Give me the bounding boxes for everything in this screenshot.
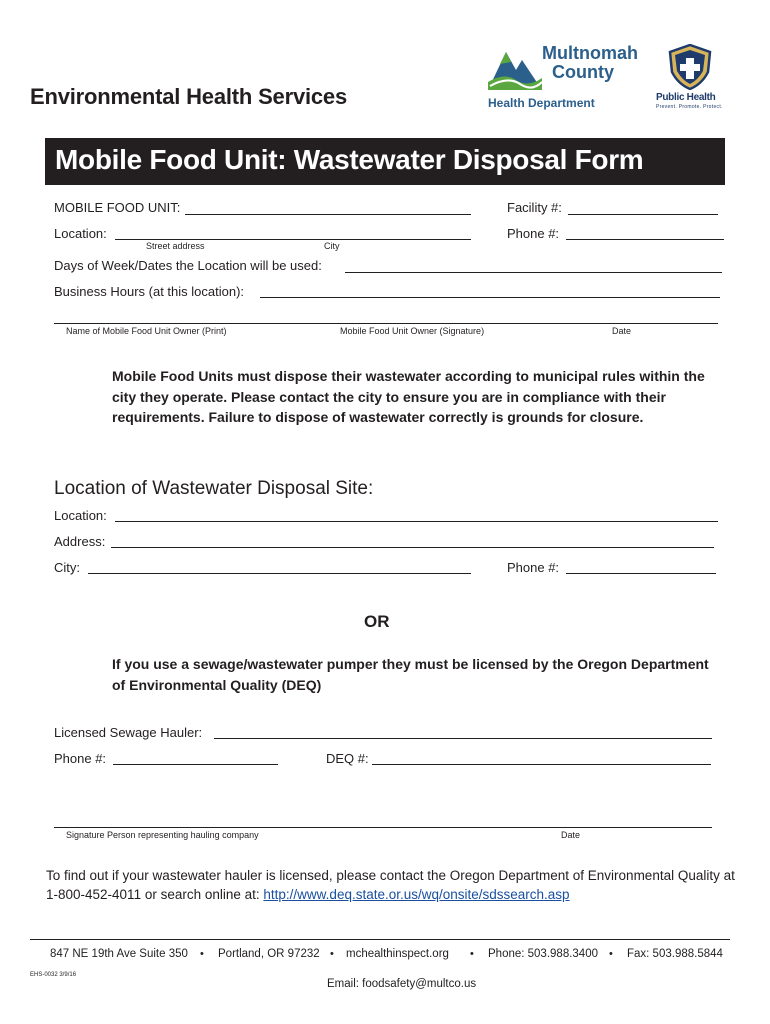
deq-search-link[interactable]: http://www.deq.state.or.us/wq/onsite/sdssearch.asp <box>263 887 570 902</box>
hauler-signature-caption: Signature Person representing hauling company <box>66 830 259 840</box>
location-field[interactable] <box>115 239 471 240</box>
info-text: To find out if your wastewater hauler is licensed, please contact the Oregon Department of Environmental Quality at 1-800-452-4011 or search online at: <box>46 868 735 902</box>
footer-bullet: • <box>200 948 204 960</box>
hauler-date-caption: Date <box>561 830 581 840</box>
compliance-notice: Mobile Food Units must dispose their wastewater according to municipal rules within the city they operate. Please contact the city to ensure you are in compliance with their requirements. Failure to dispose of wastewater correctly is grounds for closure. <box>112 368 705 425</box>
disposal-city-field[interactable] <box>88 573 471 574</box>
hauler-phone-field[interactable] <box>113 764 278 765</box>
business-hours-field[interactable] <box>260 297 720 298</box>
deq-number-label: DEQ #: <box>326 751 369 766</box>
disposal-phone-label: Phone #: <box>507 560 560 575</box>
disposal-location-field[interactable] <box>115 521 718 522</box>
location-label: Location: <box>54 226 107 241</box>
footer-divider <box>30 939 730 940</box>
owner-signature-line[interactable] <box>54 323 718 324</box>
footer-bullet: • <box>330 948 334 960</box>
footer-address: 847 NE 19th Ave Suite 350 <box>50 948 188 960</box>
street-address-caption: Street address <box>146 241 205 251</box>
phone-label: Phone #: <box>507 226 560 241</box>
multnomah-county-logo <box>486 44 646 114</box>
facility-number-label: Facility #: <box>507 200 562 215</box>
public-health-logo <box>652 44 732 114</box>
mobile-food-unit-label: MOBILE FOOD UNIT: <box>54 200 181 215</box>
county-health-dept: Health Department <box>488 96 595 110</box>
disposal-phone-field[interactable] <box>566 573 716 574</box>
days-label: Days of Week/Dates the Location will be used: <box>54 258 322 273</box>
deq-notice: If you use a sewage/wastewater pumper they must be licensed by the Oregon Department of Environmental Quality (DEQ) <box>112 656 709 693</box>
phone-field[interactable] <box>566 239 724 240</box>
public-health-name: Public Health <box>656 92 716 103</box>
footer-website[interactable]: mchealthinspect.org <box>346 948 449 960</box>
disposal-address-field[interactable] <box>111 547 714 548</box>
owner-date-caption: Date <box>612 326 632 336</box>
owner-signature-caption: Mobile Food Unit Owner (Signature) <box>340 326 485 336</box>
disposal-address-label: Address: <box>54 534 106 549</box>
department-title: Environmental Health Services <box>30 84 347 109</box>
hauler-signature-line[interactable] <box>54 827 712 828</box>
public-health-shield-icon <box>668 44 712 90</box>
hauler-phone-label: Phone #: <box>54 751 107 766</box>
days-field[interactable] <box>345 272 722 273</box>
footer-fax: Fax: 503.988.5844 <box>627 948 723 960</box>
facility-number-field[interactable] <box>568 214 718 215</box>
public-health-tagline: Prevent. Promote. Protect. <box>656 104 723 110</box>
hauler-field[interactable] <box>214 738 712 739</box>
owner-print-caption: Name of Mobile Food Unit Owner (Print) <box>66 326 227 336</box>
form-number: EHS-0032 3/9/16 <box>30 972 77 978</box>
business-hours-label: Business Hours (at this location): <box>54 284 245 299</box>
deq-number-field[interactable] <box>372 764 711 765</box>
form-title-bar <box>45 138 725 185</box>
disposal-city-label: City: <box>54 560 80 575</box>
footer-bullet: • <box>470 948 474 960</box>
footer-phone: Phone: 503.988.3400 <box>488 948 598 960</box>
footer-email[interactable]: Email: foodsafety@multco.us <box>327 978 477 990</box>
or-divider: OR <box>364 612 390 631</box>
footer-city: Portland, OR 97232 <box>218 948 320 960</box>
form-title: Mobile Food Unit: Wastewater Disposal Form <box>55 144 644 175</box>
mountain-logo-icon <box>486 46 544 96</box>
county-name: Multnomah County <box>542 43 638 82</box>
info-paragraph <box>46 866 736 904</box>
disposal-site-heading: Location of Wastewater Disposal Site: <box>54 478 374 499</box>
disposal-location-label: Location: <box>54 508 107 523</box>
mobile-food-unit-field[interactable] <box>185 214 471 215</box>
city-caption: City <box>324 241 340 251</box>
footer-bullet: • <box>609 948 613 960</box>
hauler-label: Licensed Sewage Hauler: <box>54 725 203 740</box>
